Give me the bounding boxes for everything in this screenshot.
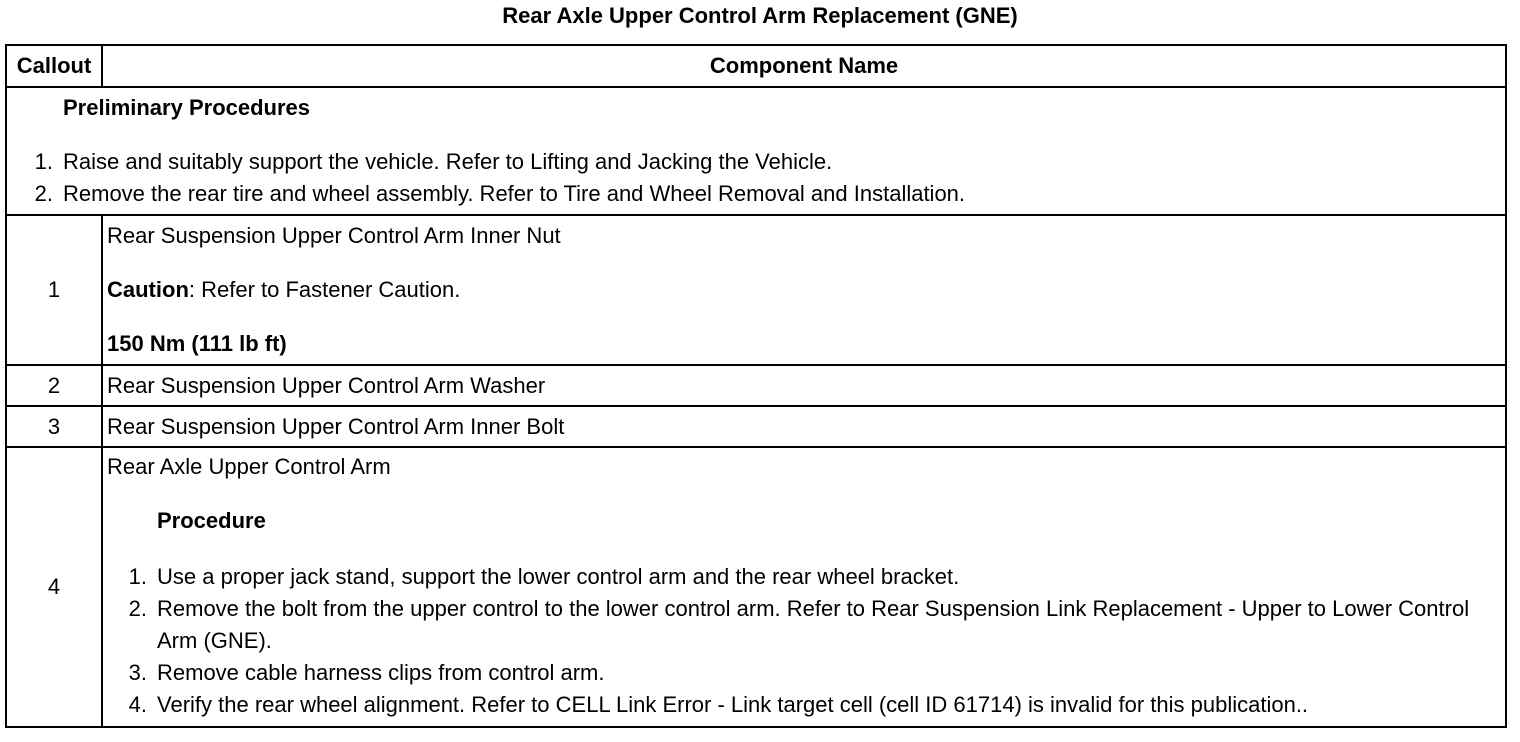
step-number: 1.	[128, 564, 147, 589]
list-item	[7, 146, 1505, 178]
component-name-cell	[102, 447, 1506, 727]
procedure-heading: Procedure	[157, 508, 266, 533]
preliminary-steps-list	[7, 146, 1505, 210]
list-item	[107, 689, 1499, 721]
step-text: Remove the bolt from the upper control to the lower control arm. Refer to Rear Suspension Link Replacement - Upper to Lower Control Arm (GNE).	[157, 596, 1470, 653]
procedure-steps-list	[107, 561, 1499, 721]
step-number: 1.	[34, 149, 53, 174]
preliminary-procedures-row	[6, 87, 1506, 215]
torque-spec: 150 Nm (111 lb ft)	[107, 331, 287, 356]
callout-cell: 1	[6, 215, 102, 365]
callout-cell: 4	[6, 447, 102, 727]
step-number: 3.	[128, 660, 147, 685]
component-name-cell: Rear Suspension Upper Control Arm Washer	[102, 365, 1506, 406]
component-name-cell	[102, 215, 1506, 365]
table-row	[6, 447, 1506, 727]
step-text: Remove the rear tire and wheel assembly. Refer to Tire and Wheel Removal and Installation.	[63, 181, 966, 206]
caution-text: : Refer to Fastener Caution.	[188, 277, 461, 302]
list-item	[107, 561, 1499, 593]
component-name: Rear Suspension Upper Control Arm Inner Nut	[107, 223, 561, 248]
step-text: Verify the rear wheel alignment. Refer to CELL Link Error - Link target cell (cell ID 61714) is invalid for this publication..	[157, 692, 1309, 717]
callout-column-header: Callout	[6, 45, 102, 87]
step-text: Use a proper jack stand, support the lower control arm and the rear wheel bracket.	[157, 564, 960, 589]
step-number: 2.	[128, 596, 147, 621]
caution-label: Caution	[107, 277, 189, 302]
list-item	[7, 178, 1505, 210]
list-item	[107, 657, 1499, 689]
step-text: Raise and suitably support the vehicle. Refer to Lifting and Jacking the Vehicle.	[63, 149, 833, 174]
table-header-row	[6, 45, 1506, 87]
table-row	[6, 406, 1506, 447]
step-number: 4.	[128, 692, 147, 717]
table-row	[6, 215, 1506, 365]
component-name: Rear Axle Upper Control Arm	[107, 454, 391, 479]
callout-cell: 2	[6, 365, 102, 406]
table-row	[6, 365, 1506, 406]
caution-note	[107, 276, 1499, 304]
component-name-cell: Rear Suspension Upper Control Arm Inner Bolt	[102, 406, 1506, 447]
preliminary-procedures-cell	[6, 87, 1506, 215]
step-text: Remove cable harness clips from control arm.	[157, 660, 605, 685]
callout-cell: 3	[6, 406, 102, 447]
procedure-table	[5, 44, 1507, 728]
preliminary-procedures-heading: Preliminary Procedures	[63, 95, 311, 120]
step-number: 2.	[34, 181, 53, 206]
document-title: Rear Axle Upper Control Arm Replacement (GNE)	[502, 3, 1018, 28]
component-name-column-header: Component Name	[102, 45, 1506, 87]
list-item	[107, 593, 1499, 657]
